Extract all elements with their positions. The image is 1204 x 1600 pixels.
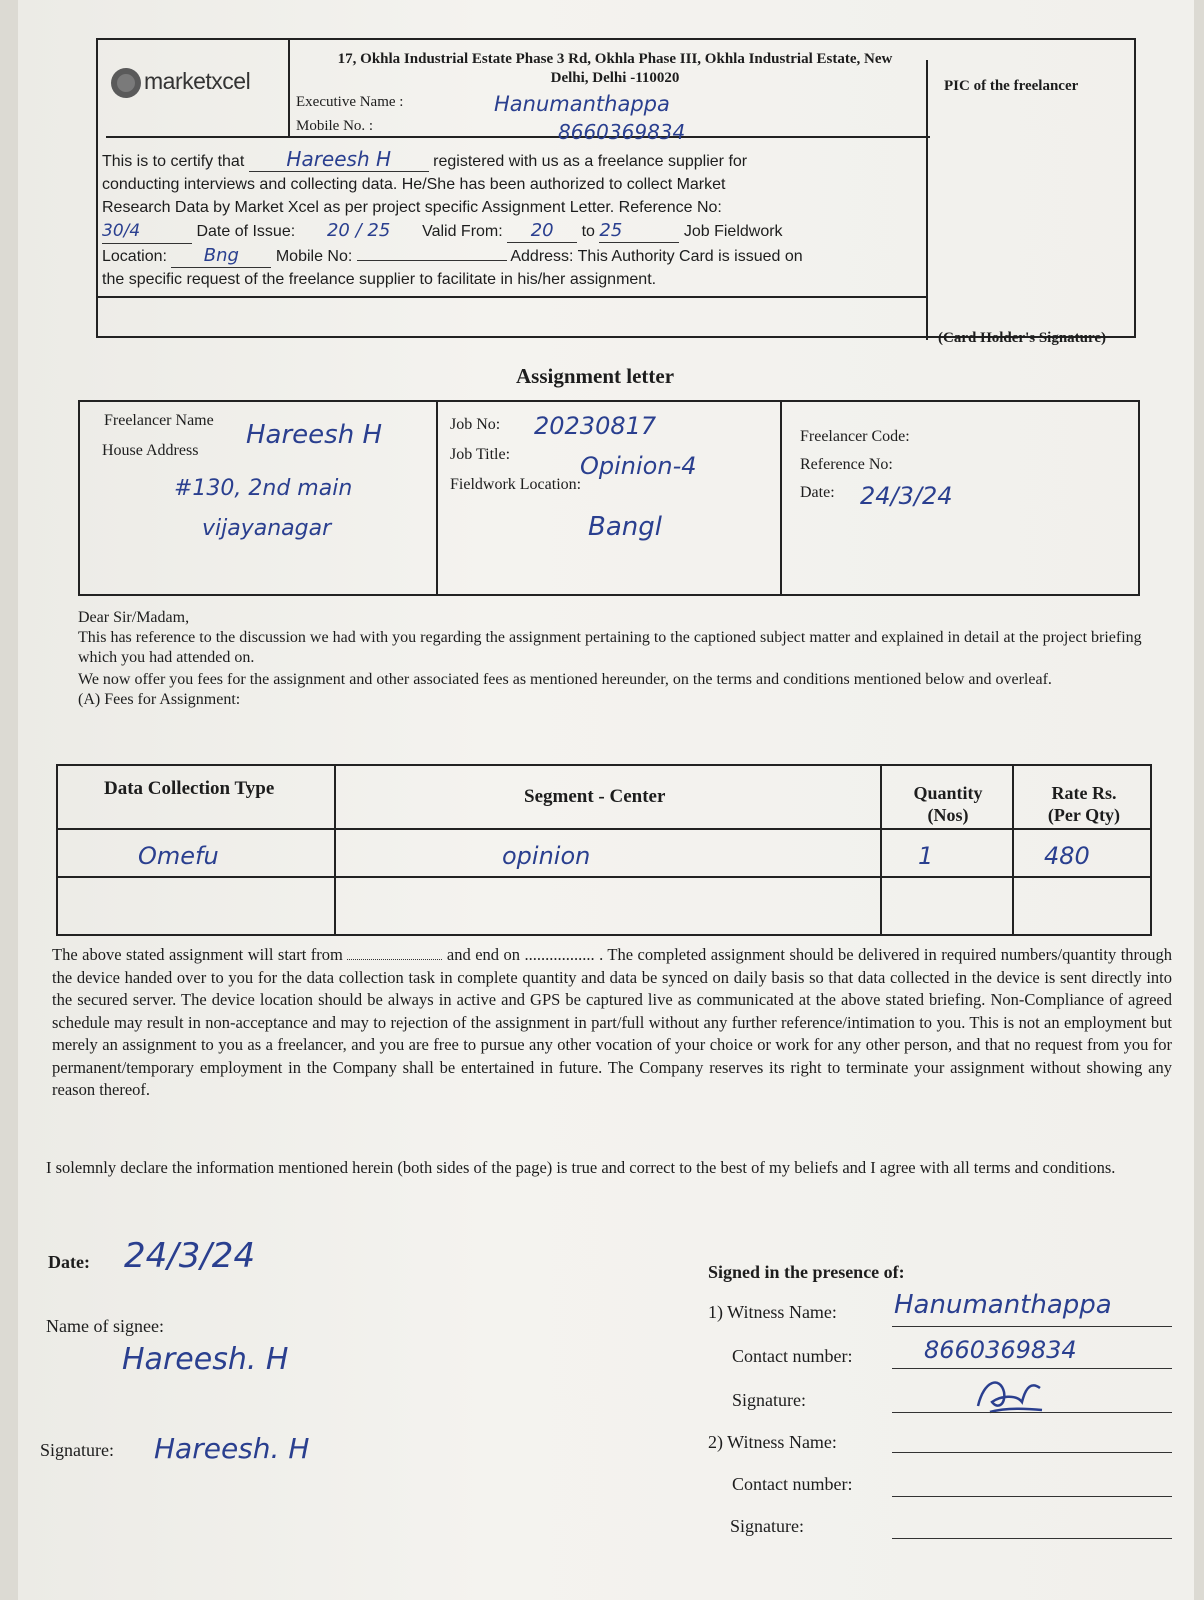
declaration: I solemnly declare the information mentioned herein (both sides of the page) is true and correct to the best of my beliefs and I agree with all terms and conditions.: [46, 1158, 1116, 1177]
letter-date-value: 24/3/24: [860, 482, 953, 510]
cert-name: Hareesh H: [249, 148, 429, 172]
fees-cell-quantity: 1: [918, 842, 934, 870]
witness1-name-value: Hanumanthappa: [894, 1290, 1112, 1320]
fees-cell-rate: 480: [1044, 842, 1090, 870]
freelancer-name-label: Freelancer Name: [104, 412, 214, 429]
valid-to-value: 25: [599, 219, 679, 243]
location-value: Bng: [171, 244, 271, 268]
witness2-contact-label: Contact number:: [732, 1474, 853, 1494]
letter-date-label: Date:: [800, 484, 835, 501]
signee-value: Hareesh. H: [122, 1342, 289, 1377]
letter-title: Assignment letter: [516, 364, 675, 388]
fees-header-quantity: Quantity (Nos): [913, 783, 983, 825]
witness1-name-label: 1) Witness Name:: [708, 1302, 837, 1322]
brand-logo-icon: [110, 66, 144, 100]
fieldwork-location-value: Bangl: [588, 512, 662, 542]
house-address-label: House Address: [102, 442, 199, 459]
signature-label: Signature:: [40, 1440, 114, 1460]
fees-header-segment: Segment - Center: [524, 786, 666, 807]
witness1-contact-label: Contact number:: [732, 1346, 853, 1366]
paragraph-1: This has reference to the discussion we had with you regarding the assignment pertaining to the captioned subject matter and explained in detail at the project briefing which you had attended on.: [78, 629, 1142, 666]
job-title-value: Opinion-4: [580, 452, 697, 480]
mobile-value: 8660369834: [558, 120, 686, 144]
executive-name-label: Executive Name :: [296, 94, 404, 110]
signature-value: Hareesh. H: [154, 1432, 310, 1465]
mobile-label: Mobile No. :: [296, 118, 374, 134]
terms-paragraph: The above stated assignment will start from and end on ................. . The completed assignment should be delivered in required numbers/quantity through the device handed over to you for the data collection task in complete quantity and data be synced on daily basis so that data collected in the device is sent directly into the secured server. The device location should be always in active and GPS be captured live as communicated at the above stated briefing. Non-Compliance of agreed schedule may result in non-acceptance and may to rejection of the assignment in part/full without any further reference/intimation to you. This is not an employment but merely an assignment to you as a freelancer, and you are free to pursue any other vocation of your choice or work for any other person, and that no request from you for permanent/temporary employment in the Company shall be entertained in future. The Company reserves its right to terminate your assignment without showing any reason thereof.: [52, 945, 1173, 1099]
witness2-name-label: 2) Witness Name:: [708, 1432, 837, 1452]
executive-name-value: Hanumanthappa: [494, 92, 670, 116]
office-address: 17, Okhla Industrial Estate Phase 3 Rd, Okhla Phase III, Okhla Industrial Estate, New Delhi, Delhi -110020: [337, 51, 893, 86]
freelancer-name-value: Hareesh H: [246, 420, 383, 450]
signoff-date-label: Date:: [48, 1252, 90, 1272]
reference-no-label: Reference No:: [800, 456, 893, 473]
fees-cell-segment: opinion: [502, 842, 591, 870]
fieldwork-location-label: Fieldwork Location:: [450, 476, 582, 493]
certificate-text: This is to certify that Hareesh H registered with us as a freelance supplier for conducting interviews and collecting data. He/She has been authorized to collect Market Research Data by Market Xcel as per project specific Assignment Letter. Reference No: 30/4 Date of Issue: 20 / 25 Valid From: 20 to 25 Job Fieldwork Location: Bng Mobile No: Address: This Authority Card is issued on the specific request of the freelance supplier to facilitate in his/her assignment.: [102, 147, 803, 288]
fees-heading: (A) Fees for Assignment:: [78, 691, 241, 708]
witness1-signature-label: Signature:: [732, 1390, 806, 1410]
document-sheet: [18, 0, 1194, 1600]
ref-no-value: 30/4: [102, 220, 192, 244]
fees-header-type: Data Collection Type: [104, 778, 275, 799]
valid-from-value: 20: [507, 219, 577, 243]
witness2-signature-label: Signature:: [730, 1516, 804, 1536]
card-holder-signature-label: (Card Holder's Signature): [938, 330, 1107, 346]
signoff-date-value: 24/3/24: [124, 1236, 256, 1276]
pic-label: PIC of the freelancer: [944, 78, 1079, 94]
fees-header-rate: Rate Rs. (Per Qty): [1047, 783, 1121, 825]
signee-label: Name of signee:: [46, 1316, 164, 1336]
presence-label: Signed in the presence of:: [708, 1262, 905, 1282]
job-no-value: 20230817: [534, 412, 657, 440]
job-no-label: Job No:: [450, 416, 501, 433]
brand-logo: [110, 66, 280, 100]
brand-name: marketxcel: [144, 68, 251, 94]
job-title-label: Job Title:: [450, 446, 511, 463]
letter-body: [78, 608, 1168, 710]
house-address-value-1: #130, 2nd main: [174, 476, 353, 501]
salutation: Dear Sir/Madam,: [78, 609, 190, 626]
witness1-contact-value: 8660369834: [924, 1336, 1077, 1364]
issue-value: 20 / 25: [326, 220, 391, 241]
house-address-value-2: vijayanagar: [202, 516, 332, 541]
paragraph-2: We now offer you fees for the assignment and other associated fees as mentioned hereunder, on the terms and conditions mentioned below and overleaf.: [78, 671, 1052, 688]
fees-cell-type: Omefu: [138, 842, 219, 870]
freelancer-code-label: Freelancer Code:: [800, 428, 910, 445]
